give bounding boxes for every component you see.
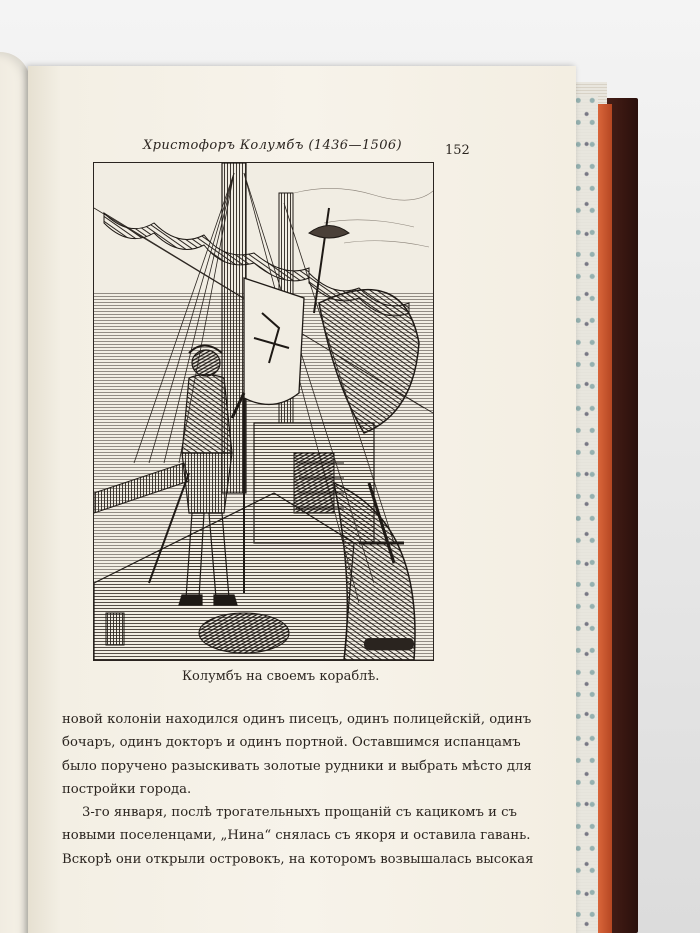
text-line: постройки города. bbox=[62, 781, 192, 797]
marbled-edge bbox=[574, 96, 598, 933]
cannon bbox=[364, 638, 414, 650]
text-line: новой колонiи находился одинъ писецъ, одинъ полицейскiй, одинъ bbox=[62, 712, 532, 727]
text-line: новыми поселенцами, „Нина“ снялась съ якоря и оставила гавань. bbox=[62, 828, 531, 844]
cabin-door bbox=[294, 453, 334, 513]
deck-lantern bbox=[106, 613, 124, 645]
coiled-rope bbox=[199, 613, 289, 653]
illustration-caption: Колумбъ на своемъ кораблѣ. bbox=[182, 669, 380, 684]
engraving-artwork bbox=[94, 163, 433, 660]
red-cover-edge bbox=[598, 104, 612, 933]
text-line: бочаръ, одинъ докторъ и одинъ портной. Оставшимся испанцамъ bbox=[62, 735, 521, 751]
banner-flag bbox=[244, 278, 304, 404]
page-number: 152 bbox=[445, 143, 470, 158]
ship-engraving bbox=[93, 162, 434, 661]
text-line: 3-го января, послѣ трогательныхъ прощанiй съ кацикомъ и съ bbox=[82, 805, 517, 821]
body-text bbox=[62, 708, 534, 871]
running-head: Христофоръ Колумбъ (1436—1506) bbox=[143, 138, 403, 153]
text-line: было поручено разыскивать золотые рудники и выбрать мѣсто для bbox=[62, 758, 532, 774]
text-line: Вскорѣ они открыли островокъ, на которомъ возвышалась высокая bbox=[62, 851, 534, 867]
opposite-page-edge bbox=[0, 52, 30, 933]
